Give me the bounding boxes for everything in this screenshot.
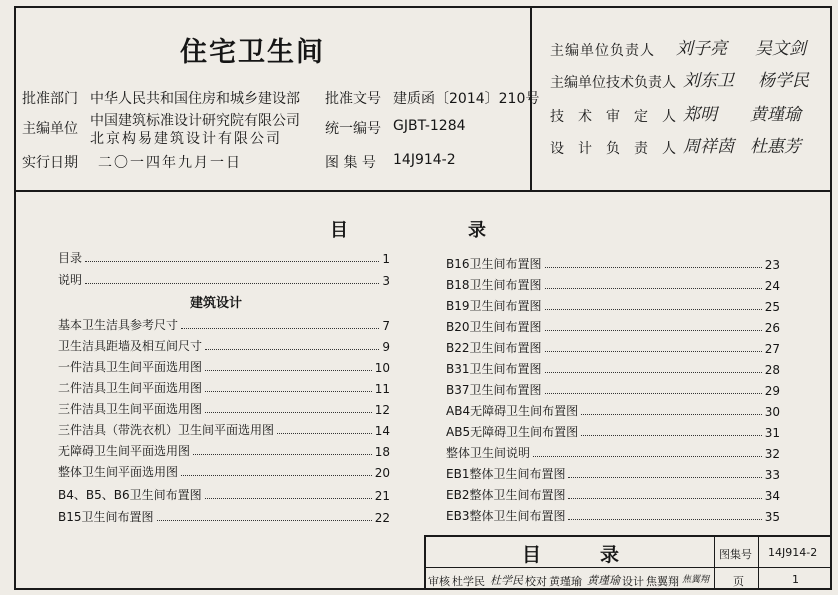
toc-entry-page: 3 xyxy=(382,274,390,288)
toc-entry-title: 基本卫生洁具参考尺寸 xyxy=(58,318,179,332)
check-name: 黄瑾瑜 xyxy=(549,575,582,588)
resp-label-design-chief: 设计负责人 xyxy=(550,141,690,157)
title-block-atlas-value: 14J914-2 xyxy=(768,546,818,559)
approval-dept-label: 批准部门 xyxy=(22,91,78,107)
toc-entry-page: 31 xyxy=(764,426,780,440)
toc-entry[interactable] xyxy=(446,361,780,377)
editor-label: 主编单位 xyxy=(22,121,78,137)
review-name: 杜学民 xyxy=(452,575,485,588)
toc-entry-title: B4、B5、B6卫生间布置图 xyxy=(58,488,202,502)
resp-label-chief-editor: 主编单位负责人 xyxy=(550,43,655,59)
toc-entry-title: B19卫生间布置图 xyxy=(446,299,542,313)
toc-entry-page: 11 xyxy=(374,382,390,396)
signature: 黄瑾瑜 xyxy=(750,105,801,125)
toc-entry-title: 无障碍卫生间平面选用图 xyxy=(58,444,191,458)
dot-leader xyxy=(545,330,762,331)
toc-entry-page: 18 xyxy=(374,445,390,459)
toc-entry-page: 29 xyxy=(764,384,780,398)
signature: 杨学民 xyxy=(758,71,809,91)
dot-leader xyxy=(181,475,372,476)
title-block-name: 录 xyxy=(600,544,622,566)
toc-entry[interactable] xyxy=(58,443,390,459)
toc-entry[interactable] xyxy=(58,338,390,354)
atlas-no-label: 图 集 号 xyxy=(325,155,376,171)
design-label: 设计 xyxy=(622,575,644,588)
unified-no-label: 统一编号 xyxy=(325,121,381,137)
dot-leader xyxy=(181,328,379,329)
dot-leader xyxy=(205,370,372,371)
toc-entry-title: B37卫生间布置图 xyxy=(446,383,542,397)
date-value: 二〇一四年九月一日 xyxy=(98,155,242,171)
toc-entry[interactable] xyxy=(446,256,780,272)
toc-entry-title: B16卫生间布置图 xyxy=(446,257,542,271)
toc-entry[interactable] xyxy=(446,508,780,524)
dot-leader xyxy=(545,351,762,352)
toc-entry-title: 二件洁具卫生间平面选用图 xyxy=(58,381,203,395)
toc-entry[interactable] xyxy=(58,272,390,288)
toc-entry[interactable] xyxy=(58,380,390,396)
check-signature: 黄瑾瑜 xyxy=(587,574,620,587)
header-divider xyxy=(14,190,832,192)
atlas-no-value: 14J914-2 xyxy=(393,152,456,168)
toc-entry-title: B18卫生间布置图 xyxy=(446,278,542,292)
title-block-divider xyxy=(714,535,715,590)
toc-entry[interactable] xyxy=(58,422,390,438)
signature: 周祥茵 xyxy=(683,137,734,157)
toc-entry-title: B31卫生间布置图 xyxy=(446,362,542,376)
dot-leader xyxy=(205,498,372,499)
toc-entry-page: 20 xyxy=(374,466,390,480)
dot-leader xyxy=(568,477,761,478)
toc-entry-page: 21 xyxy=(374,489,390,503)
toc-entry-title: EB3整体卫生间布置图 xyxy=(446,509,566,523)
toc-entry-title: 三件洁具（带洗衣机）卫生间平面选用图 xyxy=(58,423,275,437)
toc-entry-page: 23 xyxy=(764,258,780,272)
dot-leader xyxy=(545,393,762,394)
signature: 吴文剑 xyxy=(755,39,806,59)
toc-entry[interactable] xyxy=(58,250,390,266)
toc-entry[interactable] xyxy=(446,319,780,335)
title-block-left-border xyxy=(424,535,426,590)
page-label: 页 xyxy=(733,575,744,588)
toc-entry-title: EB2整体卫生间布置图 xyxy=(446,488,566,502)
title-block-atlas-label: 图集号 xyxy=(719,548,752,561)
dot-leader xyxy=(581,435,762,436)
editor-value-1: 中国建筑标准设计研究院有限公司 xyxy=(90,113,300,129)
toc-entry[interactable] xyxy=(446,340,780,356)
toc-entry-title: EB1整体卫生间布置图 xyxy=(446,467,566,481)
signature: 刘子亮 xyxy=(676,39,727,59)
dot-leader xyxy=(157,520,372,521)
dot-leader xyxy=(85,261,379,262)
toc-entry[interactable] xyxy=(446,298,780,314)
toc-entry-title: AB4无障碍卫生间布置图 xyxy=(446,404,579,418)
page-title: 住宅卫生间 xyxy=(180,37,325,68)
signature: 刘东卫 xyxy=(683,71,734,91)
toc-entry-page: 7 xyxy=(382,319,390,333)
dot-leader xyxy=(545,309,762,310)
toc-entry-page: 33 xyxy=(764,468,780,482)
design-signature: 焦翼翔 xyxy=(682,575,710,585)
resp-label-tech-review: 技术审定人 xyxy=(550,109,690,125)
unified-no-value: GJBT-1284 xyxy=(393,118,466,134)
review-signature: 杜学民 xyxy=(490,574,523,587)
toc-entry-page: 24 xyxy=(764,279,780,293)
signature: 郑明 xyxy=(683,105,717,125)
toc-entry-title: 整体卫生间平面选用图 xyxy=(58,465,179,479)
title-block-top-border xyxy=(424,535,832,537)
dot-leader xyxy=(581,414,762,415)
approval-doc-label: 批准文号 xyxy=(325,91,381,107)
toc-entry-title: B22卫生间布置图 xyxy=(446,341,542,355)
toc-entry-page: 22 xyxy=(374,511,390,525)
toc-entry-title: 卫生洁具距墙及相互间尺寸 xyxy=(58,339,203,353)
toc-entry[interactable] xyxy=(446,424,780,440)
title-block-mid-border xyxy=(424,567,832,568)
toc-entry[interactable] xyxy=(58,464,390,480)
toc-entry-page: 14 xyxy=(374,424,390,438)
dot-leader xyxy=(545,372,762,373)
check-label: 校对 xyxy=(525,575,547,588)
toc-entry-page: 32 xyxy=(764,447,780,461)
toc-entry-title: 目录 xyxy=(58,251,83,265)
toc-entry[interactable] xyxy=(58,401,390,417)
toc-entry-page: 10 xyxy=(374,361,390,375)
toc-entry-page: 35 xyxy=(764,510,780,524)
approval-doc-value: 建质函〔2014〕210号 xyxy=(393,91,540,107)
toc-heading: 目 xyxy=(330,220,348,241)
design-name: 焦翼翔 xyxy=(646,575,679,588)
toc-entry[interactable] xyxy=(446,487,780,503)
toc-entry-title: B20卫生间布置图 xyxy=(446,320,542,334)
toc-entry-title: 一件洁具卫生间平面选用图 xyxy=(58,360,203,374)
toc-entry[interactable] xyxy=(446,466,780,482)
toc-entry-page: 12 xyxy=(374,403,390,417)
toc-entry[interactable] xyxy=(58,317,390,333)
dot-leader xyxy=(205,349,379,350)
toc-entry-title: AB5无障碍卫生间布置图 xyxy=(446,425,579,439)
dot-leader xyxy=(205,412,372,413)
toc-entry[interactable] xyxy=(446,403,780,419)
dot-leader xyxy=(533,456,762,457)
toc-entry[interactable] xyxy=(446,277,780,293)
toc-entry-page: 9 xyxy=(382,340,390,354)
toc-entry-page: 34 xyxy=(764,489,780,503)
toc-entry[interactable] xyxy=(446,382,780,398)
review-label: 审核 xyxy=(428,575,450,588)
editor-value-2: 北京构易建筑设计有限公司 xyxy=(90,131,282,147)
toc-entry-title: B15卫生间布置图 xyxy=(58,510,154,524)
dot-leader xyxy=(545,288,762,289)
dot-leader xyxy=(277,433,372,434)
date-label: 实行日期 xyxy=(22,155,78,171)
toc-entry-title: 说明 xyxy=(58,273,83,287)
dot-leader xyxy=(568,498,761,499)
toc-entry-title: 三件洁具卫生间平面选用图 xyxy=(58,402,203,416)
toc-entry-page: 26 xyxy=(764,321,780,335)
toc-entry[interactable] xyxy=(58,487,390,503)
title-block-divider xyxy=(758,535,759,590)
dot-leader xyxy=(568,519,761,520)
resp-label-tech-chief: 主编单位技术负责人 xyxy=(550,75,676,91)
toc-entry-page: 27 xyxy=(764,342,780,356)
toc-entry[interactable] xyxy=(58,359,390,375)
toc-entry-title: 整体卫生间说明 xyxy=(446,446,531,460)
toc-entry[interactable] xyxy=(58,509,390,525)
title-block-name: 目 xyxy=(522,544,544,566)
toc-entry-page: 1 xyxy=(382,252,390,266)
dot-leader xyxy=(85,283,379,284)
signature: 杜惠芳 xyxy=(750,137,801,157)
toc-entry-page: 28 xyxy=(764,363,780,377)
dot-leader xyxy=(193,454,372,455)
dot-leader xyxy=(545,267,762,268)
toc-entry-page: 25 xyxy=(764,300,780,314)
toc-entry-page: 30 xyxy=(764,405,780,419)
toc-section-heading: 建筑设计 xyxy=(190,296,243,311)
page-number: 1 xyxy=(792,573,799,586)
toc-entry[interactable] xyxy=(446,445,780,461)
toc-heading: 录 xyxy=(468,220,486,241)
approval-dept-value: 中华人民共和国住房和城乡建设部 xyxy=(90,91,300,107)
dot-leader xyxy=(205,391,372,392)
